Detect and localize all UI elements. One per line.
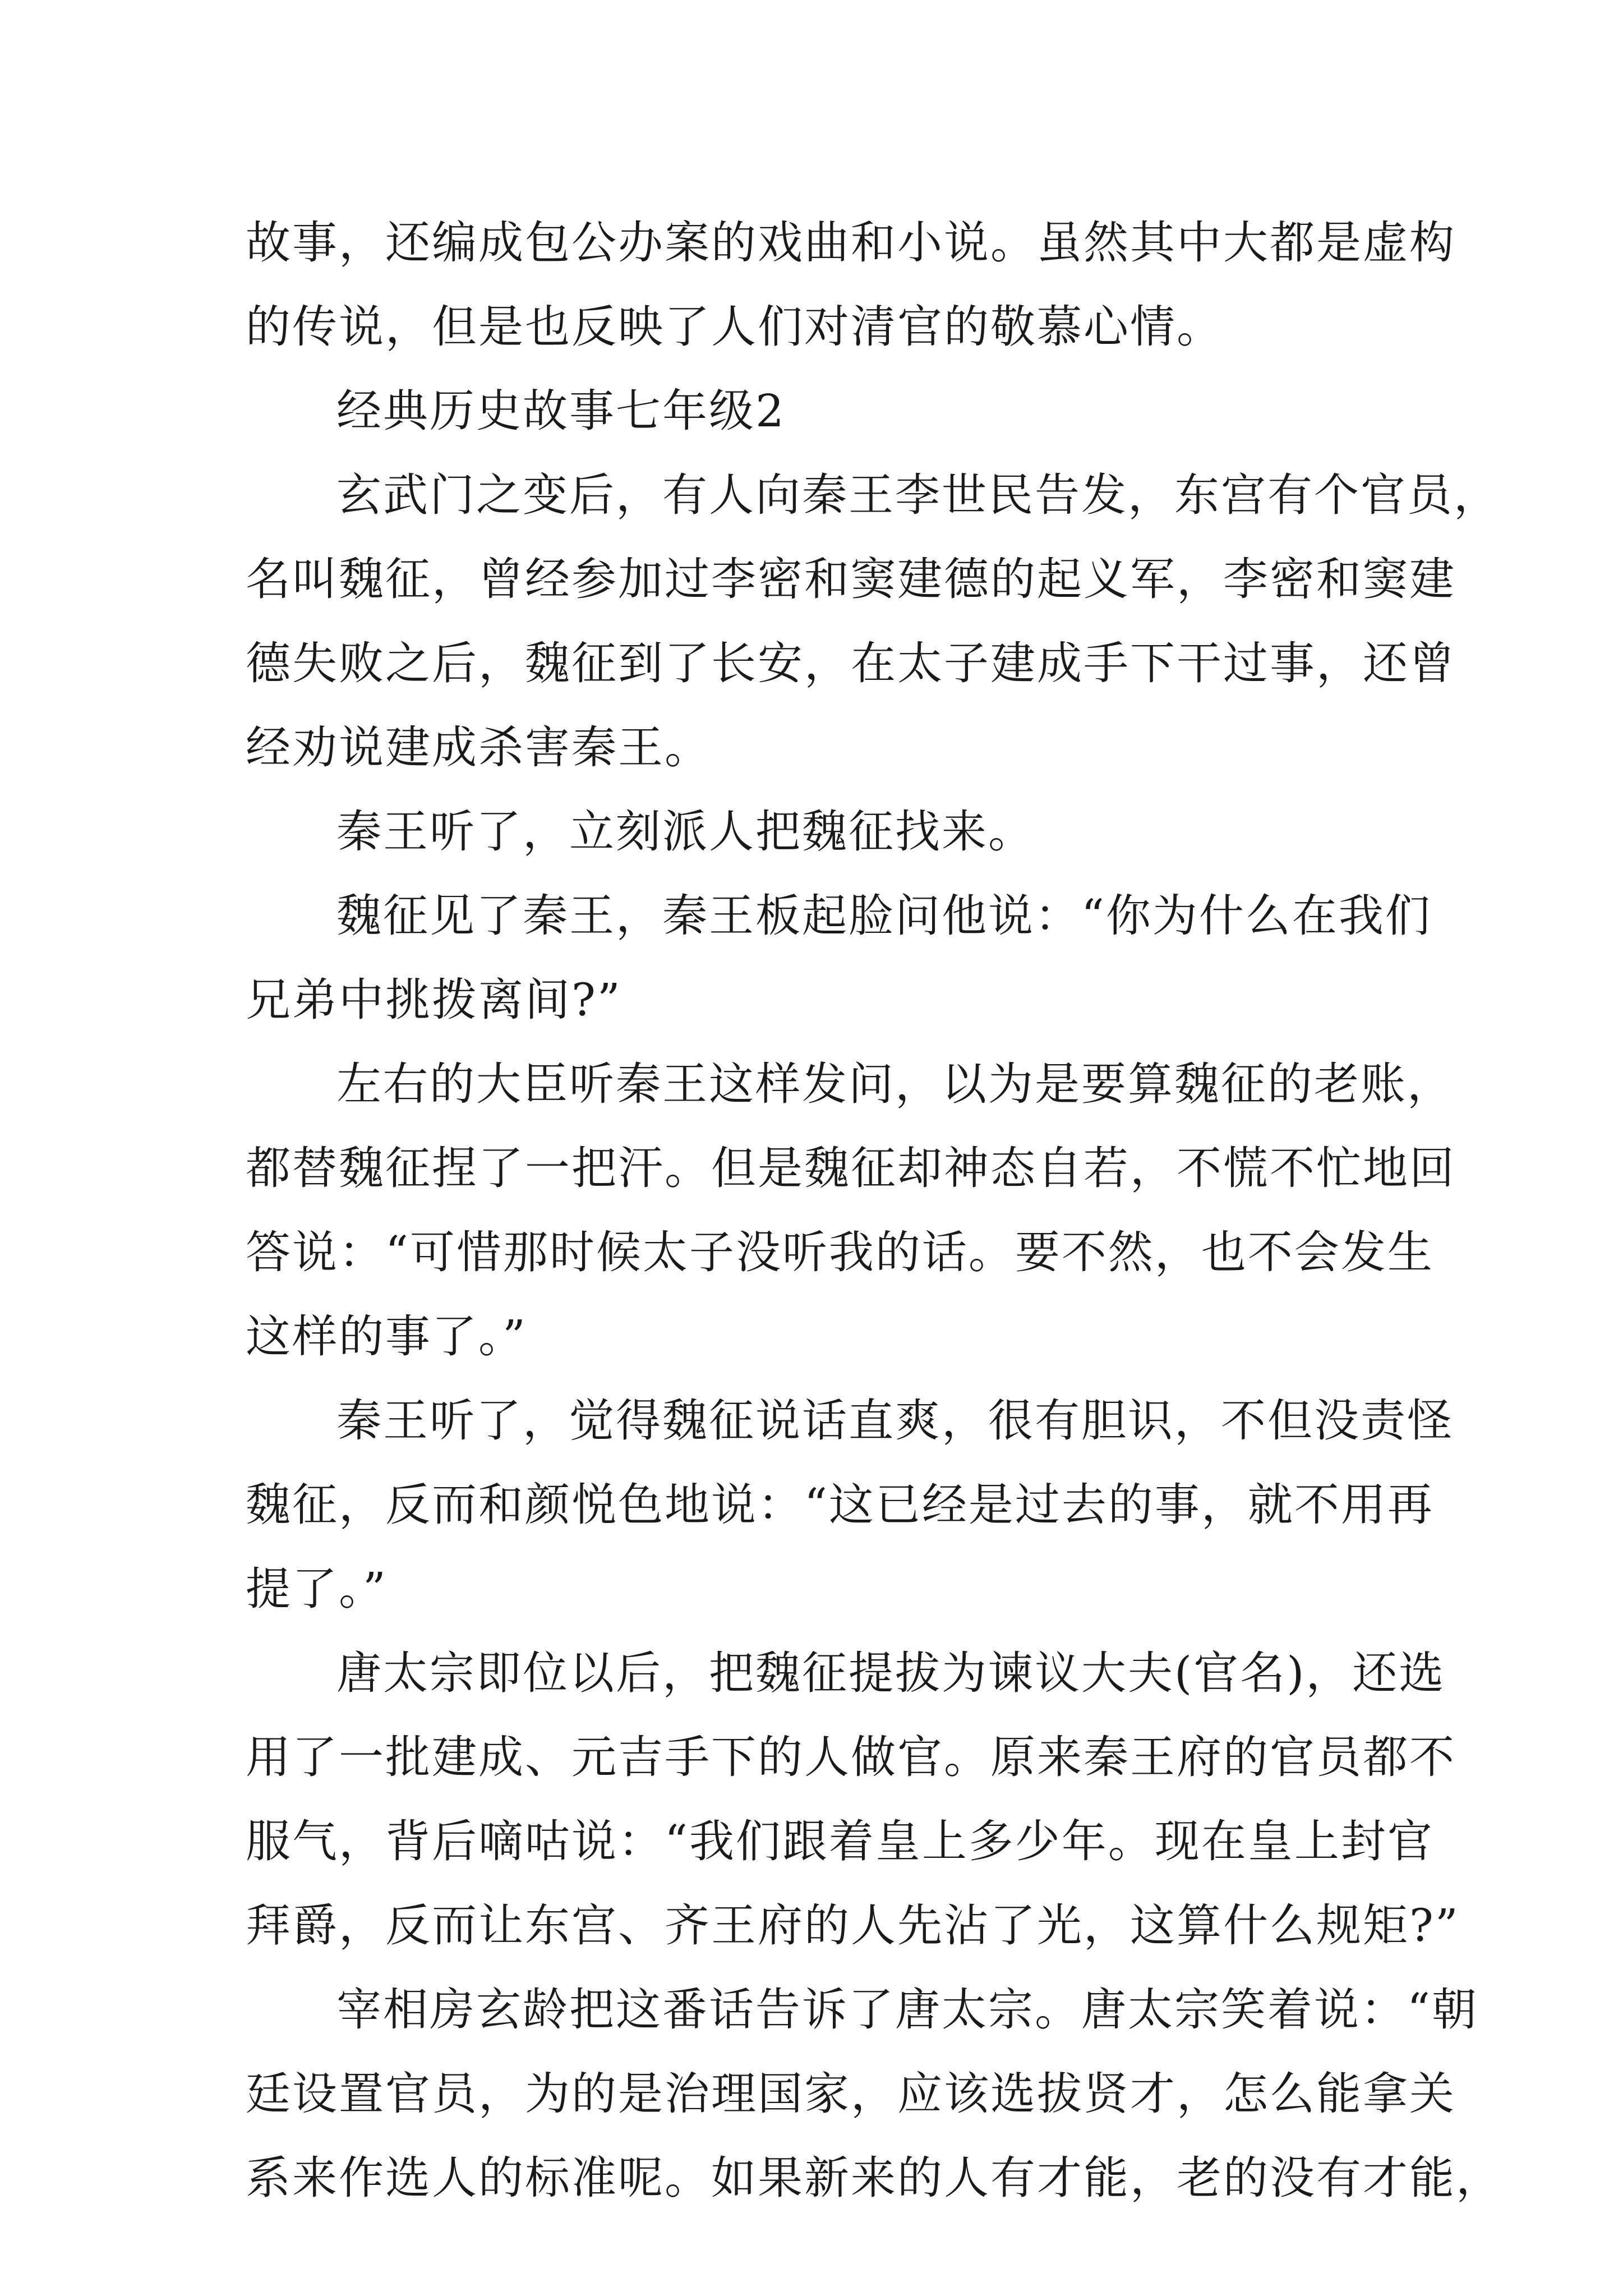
text-line-content: 廷设置官员，为的是治理国家，应该选拔贤才，怎么能拿关: [246, 2068, 1456, 2120]
text-line: [0, 537, 1623, 622]
text-line: [0, 874, 1623, 958]
text-line: [0, 1968, 1623, 2052]
text-line-content: 名叫魏征，曾经参加过李密和窦建德的起义军，李密和窦建: [246, 553, 1456, 605]
text-line-content: 宰相房玄龄把这番话告诉了唐太宗。唐太宗笑着说：“朝: [336, 1984, 1478, 2036]
text-line-content: 秦王听了，立刻派人把魏征找来。: [336, 806, 1035, 858]
text-line-content: 左右的大臣听秦王这样发问，以为是要算魏征的老账，: [336, 1058, 1454, 1110]
text-line: [0, 1211, 1623, 1295]
text-line-content: 都替魏征捏了一把汗。但是魏征却神态自若，不慌不忙地回: [246, 1142, 1456, 1194]
text-line: [0, 1715, 1623, 1800]
text-line: [0, 1631, 1623, 1715]
text-line-content: 秦王听了，觉得魏征说话直爽，很有胆识，不但没责怪: [336, 1395, 1454, 1447]
text-line-content: 的传说，但是也反映了人们对清官的敬慕心情。: [246, 301, 1223, 353]
text-line-content: 服气，背后嘀咕说：“我们跟着皇上多少年。现在皇上封官: [246, 1815, 1434, 1867]
text-line: [0, 1547, 1623, 1631]
text-line-content: 玄武门之变后，有人向秦王李世民告发，东宫有个官员，: [336, 469, 1500, 521]
text-line: [0, 1042, 1623, 1126]
text-line-content: 提了。”: [246, 1563, 388, 1615]
text-line: [0, 790, 1623, 874]
text-line-content: 魏征见了秦王，秦王板起脸问他说：“你为什么在我们: [336, 890, 1432, 942]
text-line-content: 魏征，反而和颜悦色地说：“这已经是过去的事，就不用再: [246, 1479, 1434, 1531]
text-line-content: 经劝说建成杀害秦王。: [246, 721, 711, 774]
text-line-content: 兄弟中挑拨离间?”: [246, 974, 622, 1026]
text-line: [0, 285, 1623, 369]
section-heading-text: 经典历史故事七年级2: [336, 385, 786, 437]
text-line-content: 系来作选人的标准呢。如果新来的人有才能，老的没有才能，: [246, 2152, 1502, 2204]
text-line: [0, 1126, 1623, 1211]
text-line: [0, 1295, 1623, 1379]
text-line: [0, 1800, 1623, 1884]
text-line: [0, 2136, 1623, 2220]
text-line-content: 答说：“可惜那时候太子没听我的话。要不然，也不会发生: [246, 1226, 1434, 1278]
section-heading: [0, 369, 1623, 453]
text-line: [0, 1463, 1623, 1547]
text-line-content: 拜爵，反而让东宫、齐王府的人先沾了光，这算什么规矩?”: [246, 1899, 1460, 1952]
text-line-content: 唐太宗即位以后，把魏征提拔为谏议大夫(官名)，还选: [336, 1647, 1446, 1699]
text-line: [0, 2052, 1623, 2136]
text-line-content: 故事，还编成包公办案的戏曲和小说。虽然其中大都是虚构: [246, 217, 1456, 269]
text-line: [0, 1379, 1623, 1463]
text-line-content: 德失败之后，魏征到了长安，在太子建成手下干过事，还曾: [246, 637, 1456, 689]
text-line: [0, 622, 1623, 706]
text-line: [0, 1884, 1623, 1968]
text-line: [0, 958, 1623, 1042]
text-line: [0, 706, 1623, 790]
text-line: [0, 453, 1623, 537]
text-line-content: 这样的事了。”: [246, 1310, 527, 1363]
text-line: [0, 201, 1623, 285]
text-line-content: 用了一批建成、元吉手下的人做官。原来秦王府的官员都不: [246, 1731, 1456, 1783]
